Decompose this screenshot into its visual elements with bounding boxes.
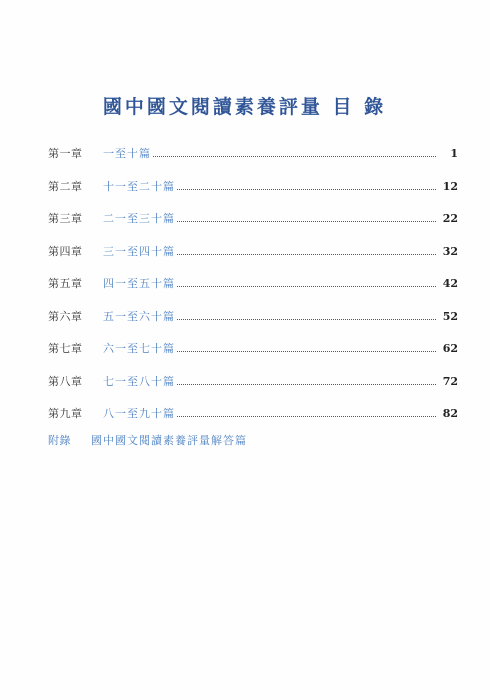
section-title: 七一至八十篇	[103, 374, 175, 388]
toc-entry[interactable]	[48, 178, 458, 211]
section-title: 五一至六十篇	[103, 309, 175, 323]
page-title: 國中國文閱讀素養評量 目 錄	[102, 96, 387, 118]
page-number: 82	[442, 407, 458, 420]
section-title: 三一至四十篇	[103, 244, 175, 258]
section-title: 八一至九十篇	[103, 407, 175, 420]
toc-entry[interactable]	[48, 373, 458, 406]
appendix-entry[interactable]	[48, 432, 247, 448]
toc-entry[interactable]	[48, 275, 458, 308]
dot-leader	[177, 415, 436, 417]
chapter-label: 第六章	[48, 309, 83, 323]
dot-leader	[177, 188, 436, 190]
section-title: 二一至三十篇	[103, 212, 175, 225]
page-number: 72	[442, 374, 458, 388]
page-number: 22	[442, 212, 458, 225]
toc-entry[interactable]	[48, 243, 458, 276]
chapter-label: 第八章	[48, 374, 83, 388]
toc-entry[interactable]	[48, 308, 458, 341]
chapter-label: 第一章	[48, 147, 83, 160]
chapter-label: 第二章	[48, 179, 83, 193]
dot-leader	[177, 253, 436, 255]
appendix-label: 附錄	[48, 434, 71, 447]
dot-leader	[177, 383, 436, 385]
toc-entry[interactable]	[48, 210, 458, 243]
section-title: 十一至二十篇	[103, 179, 175, 193]
page-number: 62	[442, 342, 458, 355]
page-number: 32	[442, 244, 458, 258]
page-number: 52	[442, 309, 458, 323]
chapter-label: 第九章	[48, 407, 83, 420]
dot-leader	[177, 220, 436, 222]
dot-leader	[153, 155, 436, 157]
page-number: 42	[442, 277, 458, 290]
chapter-label: 第七章	[48, 342, 83, 355]
page-number: 1	[450, 147, 458, 160]
section-title: 四一至五十篇	[103, 277, 175, 290]
chapter-label: 第四章	[48, 244, 83, 258]
appendix-title: 國中國文閱讀素養評量解答篇	[91, 434, 247, 447]
chapter-label: 第五章	[48, 277, 83, 290]
section-title: 六一至七十篇	[103, 342, 175, 355]
table-of-contents	[48, 145, 458, 438]
section-title: 一至十篇	[103, 147, 151, 160]
toc-entry[interactable]	[48, 145, 458, 178]
page-number: 12	[442, 179, 458, 193]
toc-entry[interactable]	[48, 340, 458, 373]
chapter-label: 第三章	[48, 212, 83, 225]
dot-leader	[177, 285, 436, 287]
dot-leader	[177, 318, 436, 320]
dot-leader	[177, 350, 436, 352]
